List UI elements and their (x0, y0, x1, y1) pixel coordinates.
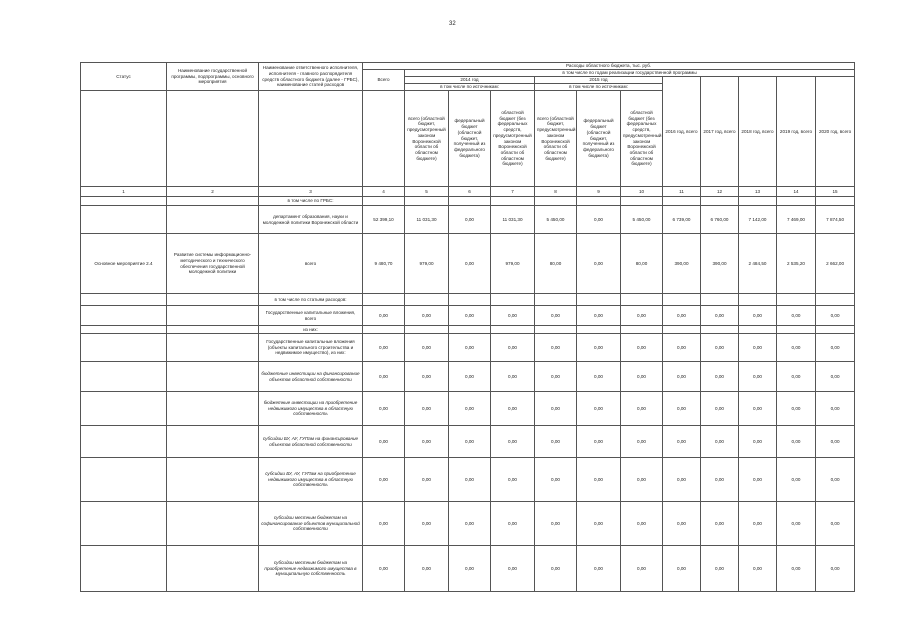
row-value: 0,00 (816, 426, 855, 458)
row-value: 9 480,70 (363, 234, 405, 294)
row-value (491, 326, 535, 334)
row-value: 390,00 (663, 234, 701, 294)
row-label: бюджетные инвестиции на приобретение недвижимого имущества в областную собственность (259, 392, 363, 426)
row-label: Государственные капитальные вложения, всего (259, 306, 363, 326)
row-value: 0,00 (491, 334, 535, 362)
column-number: 12 (701, 187, 739, 197)
header-by-years: в том числе по годам реализации государственной программы (405, 70, 855, 77)
row-value: 0,00 (577, 206, 621, 234)
row-value: 0,00 (621, 502, 663, 546)
row-status (81, 362, 167, 392)
row-value: 0,00 (405, 334, 449, 362)
row-value: 6 739,00 (663, 206, 701, 234)
row-value (816, 197, 855, 206)
row-value: 0,00 (363, 502, 405, 546)
table-row (81, 362, 855, 392)
row-value: 0,00 (491, 458, 535, 502)
row-value (491, 294, 535, 306)
row-value: 80,00 (621, 234, 663, 294)
row-value: 0,00 (777, 362, 816, 392)
row-value: 0,00 (739, 458, 777, 502)
row-value: 0,00 (816, 334, 855, 362)
row-status (81, 294, 167, 306)
row-status (81, 197, 167, 206)
row-value: 0,00 (777, 502, 816, 546)
row-value: 0,00 (816, 392, 855, 426)
row-status (81, 546, 167, 592)
row-value: 0,00 (739, 306, 777, 326)
column-number: 15 (816, 187, 855, 197)
row-value: 0,00 (777, 334, 816, 362)
row-program (167, 362, 259, 392)
row-value: 0,00 (449, 362, 491, 392)
row-value: 0,00 (621, 392, 663, 426)
header-2020: 2020 год, всего (816, 77, 855, 187)
row-value: 0,00 (491, 502, 535, 546)
row-value: 5 450,00 (535, 206, 577, 234)
header-program-name: Наименование государственной программы, подпрограммы, основного мероприятия (167, 63, 259, 91)
row-value: 979,00 (491, 234, 535, 294)
row-value: 390,00 (701, 234, 739, 294)
row-value (405, 197, 449, 206)
row-value: 0,00 (816, 502, 855, 546)
row-value: 0,00 (449, 306, 491, 326)
row-value: 0,00 (663, 392, 701, 426)
row-value: 0,00 (449, 234, 491, 294)
row-value: 0,00 (777, 546, 816, 592)
row-status (81, 326, 167, 334)
row-value (621, 294, 663, 306)
row-value: 0,00 (701, 306, 739, 326)
row-value: 0,00 (577, 234, 621, 294)
header-year-2015: 2015 год (535, 77, 663, 84)
column-number: 6 (449, 187, 491, 197)
header-sources-2014: в том числе по источникам: (405, 84, 535, 91)
row-value: 0,00 (405, 362, 449, 392)
table-row (81, 334, 855, 362)
row-value: 0,00 (449, 392, 491, 426)
row-value: 0,00 (535, 546, 577, 592)
row-value: 0,00 (449, 502, 491, 546)
header-2015-total: всего (областной бюджет, предусмотренный законом Воронежской области об областном бюджете) (535, 91, 577, 187)
row-status: Основное мероприятие 2.4 (81, 234, 167, 294)
row-value: 0,00 (363, 334, 405, 362)
row-program (167, 458, 259, 502)
budget-table (80, 62, 855, 592)
row-value (621, 326, 663, 334)
row-value: 0,00 (663, 362, 701, 392)
row-program (167, 426, 259, 458)
data-rows (81, 197, 855, 592)
row-status (81, 392, 167, 426)
row-value (577, 294, 621, 306)
row-value: 7 469,00 (777, 206, 816, 234)
row-value: 0,00 (816, 362, 855, 392)
row-value: 0,00 (621, 426, 663, 458)
column-number: 5 (405, 187, 449, 197)
row-value: 0,00 (663, 546, 701, 592)
row-value (363, 197, 405, 206)
row-value: 0,00 (739, 362, 777, 392)
row-value (405, 326, 449, 334)
header-expenses-title: Расходы областного бюджета, тыс. руб. (363, 63, 855, 70)
row-value (405, 294, 449, 306)
row-value: 0,00 (577, 306, 621, 326)
row-value (449, 294, 491, 306)
row-label: в том числе по статьям расходов: (259, 294, 363, 306)
row-value (816, 326, 855, 334)
row-status (81, 334, 167, 362)
row-value: 0,00 (577, 362, 621, 392)
row-value: 52 399,10 (363, 206, 405, 234)
row-status (81, 306, 167, 326)
row-value: 0,00 (777, 306, 816, 326)
row-value: 0,00 (491, 306, 535, 326)
row-program (167, 334, 259, 362)
column-number: 3 (259, 187, 363, 197)
row-value (777, 294, 816, 306)
row-value: 0,00 (663, 426, 701, 458)
row-value: 0,00 (535, 458, 577, 502)
row-value: 0,00 (621, 306, 663, 326)
table-row (81, 294, 855, 306)
row-value: 0,00 (449, 206, 491, 234)
row-value (535, 294, 577, 306)
header-status: Статус (81, 63, 167, 91)
header-2015-regional: областной бюджет (без федеральных средств, предусмотренный законом Воронежской области об областном бюджете) (621, 91, 663, 187)
row-value (777, 326, 816, 334)
row-value: 0,00 (739, 502, 777, 546)
table-row (81, 326, 855, 334)
row-value: 0,00 (491, 362, 535, 392)
row-value: 0,00 (535, 392, 577, 426)
row-value: 0,00 (816, 458, 855, 502)
row-value: 0,00 (739, 334, 777, 362)
header-2014-total: всего (областной бюджет, предусмотренный законом Воронежской области об областном бюджете) (405, 91, 449, 187)
column-number: 4 (363, 187, 405, 197)
row-value (577, 197, 621, 206)
row-label: субсидии местным бюджетам на софинансирование объектов муниципальной собственности (259, 502, 363, 546)
row-value (363, 294, 405, 306)
row-status (81, 206, 167, 234)
row-value (816, 294, 855, 306)
row-value: 0,00 (405, 426, 449, 458)
row-value: 7 142,00 (739, 206, 777, 234)
row-value: 0,00 (363, 426, 405, 458)
row-status (81, 426, 167, 458)
row-value: 0,00 (363, 392, 405, 426)
row-program (167, 306, 259, 326)
row-label: всего (259, 234, 363, 294)
row-value (621, 197, 663, 206)
row-value: 11 031,30 (491, 206, 535, 234)
column-number: 2 (167, 187, 259, 197)
row-value (449, 326, 491, 334)
row-value: 0,00 (577, 546, 621, 592)
row-value: 0,00 (535, 426, 577, 458)
row-value: 0,00 (405, 306, 449, 326)
row-value: 0,00 (621, 362, 663, 392)
table-row (81, 502, 855, 546)
row-label: в том числе по ГРБС: (259, 197, 363, 206)
row-value: 0,00 (363, 458, 405, 502)
row-value: 0,00 (405, 458, 449, 502)
column-number: 11 (663, 187, 701, 197)
row-program (167, 197, 259, 206)
row-program (167, 294, 259, 306)
header-total: Всего (363, 70, 405, 91)
row-label: субсидии местным бюджетам на приобретение недвижимого имущества в муниципальную собственность (259, 546, 363, 592)
header-2014-regional: областной бюджет (без федеральных средств, предусмотренный законом Воронежской области об областном бюджете) (491, 91, 535, 187)
row-value: 0,00 (739, 392, 777, 426)
row-value: 0,00 (535, 502, 577, 546)
row-value (577, 326, 621, 334)
row-value (663, 294, 701, 306)
row-label: субсидии БУ, АУ, ГУПам на приобретение недвижимого имущества в областную собственность (259, 458, 363, 502)
row-value (739, 197, 777, 206)
row-value: 0,00 (491, 392, 535, 426)
table-row (81, 234, 855, 294)
table-row (81, 197, 855, 206)
row-value: 0,00 (663, 458, 701, 502)
row-value: 11 031,30 (405, 206, 449, 234)
row-value: 0,00 (449, 546, 491, 592)
column-number: 1 (81, 187, 167, 197)
row-value: 0,00 (491, 426, 535, 458)
row-value: 80,00 (535, 234, 577, 294)
row-value: 0,00 (663, 502, 701, 546)
row-program (167, 392, 259, 426)
row-value: 0,00 (621, 546, 663, 592)
row-value: 2 484,50 (739, 234, 777, 294)
row-value: 979,00 (405, 234, 449, 294)
row-value (535, 326, 577, 334)
row-program (167, 326, 259, 334)
header-responsible: Наименование ответственного исполнителя, исполнителя - главного распорядителя средств областного бюджета (далее - ГРБС), наименование статей расходов (259, 63, 363, 91)
table-row (81, 306, 855, 326)
row-value: 0,00 (701, 334, 739, 362)
header-year-2014: 2014 год (405, 77, 535, 84)
row-label: департамент образования, науки и молодежной политики Воронежской области (259, 206, 363, 234)
row-value: 0,00 (449, 426, 491, 458)
row-label: субсидии БУ, АУ, ГУПам на финансирование объектов областной собственности (259, 426, 363, 458)
row-value: 0,00 (777, 426, 816, 458)
page-number: 32 (449, 21, 456, 27)
header-2017: 2017 год, всего (701, 77, 739, 187)
row-value: 2 535,20 (777, 234, 816, 294)
column-number: 14 (777, 187, 816, 197)
row-program (167, 206, 259, 234)
header-2016: 2016 год, всего (663, 77, 701, 187)
row-value: 0,00 (535, 334, 577, 362)
row-value: 0,00 (701, 458, 739, 502)
table-row (81, 426, 855, 458)
row-value: 0,00 (777, 392, 816, 426)
row-value: 0,00 (577, 334, 621, 362)
row-value (363, 326, 405, 334)
row-value: 0,00 (363, 362, 405, 392)
row-value: 0,00 (577, 392, 621, 426)
column-number: 9 (577, 187, 621, 197)
row-value: 0,00 (739, 426, 777, 458)
row-value: 0,00 (701, 392, 739, 426)
row-value: 0,00 (621, 334, 663, 362)
row-value: 0,00 (449, 458, 491, 502)
row-value (739, 326, 777, 334)
row-value: 0,00 (777, 458, 816, 502)
row-value: 0,00 (816, 546, 855, 592)
header-2014-federal: федеральный бюджет (областной бюджет, полученный из федерального бюджета) (449, 91, 491, 187)
row-label: Государственные капитальные вложения (объекты капитального строительства и недвижимое имущество), из них: (259, 334, 363, 362)
row-status (81, 502, 167, 546)
column-number: 13 (739, 187, 777, 197)
row-value (701, 326, 739, 334)
row-value: 0,00 (663, 306, 701, 326)
table-row (81, 392, 855, 426)
row-program (167, 546, 259, 592)
row-value (535, 197, 577, 206)
row-value: 0,00 (739, 546, 777, 592)
row-value: 0,00 (577, 502, 621, 546)
row-program (167, 502, 259, 546)
row-value: 0,00 (405, 392, 449, 426)
header-sources-2015: в том числе по источникам: (535, 84, 663, 91)
row-value (491, 197, 535, 206)
row-value: 2 662,00 (816, 234, 855, 294)
table-row (81, 546, 855, 592)
column-number: 8 (535, 187, 577, 197)
row-value: 0,00 (577, 426, 621, 458)
row-value: 0,00 (701, 502, 739, 546)
row-value: 0,00 (363, 546, 405, 592)
row-value: 0,00 (535, 306, 577, 326)
table-row (81, 458, 855, 502)
row-value: 0,00 (816, 306, 855, 326)
row-value: 0,00 (535, 362, 577, 392)
row-value: 6 760,00 (701, 206, 739, 234)
row-value (739, 294, 777, 306)
row-label: бюджетные инвестиции на финансирование объектов областной собственности (259, 362, 363, 392)
column-number: 10 (621, 187, 663, 197)
row-value: 0,00 (701, 362, 739, 392)
row-value: 0,00 (405, 502, 449, 546)
column-numbers-row (81, 187, 855, 197)
table-row (81, 206, 855, 234)
row-value: 0,00 (701, 546, 739, 592)
row-status (81, 458, 167, 502)
row-value (701, 294, 739, 306)
row-value (663, 197, 701, 206)
header-2019: 2019 год, всего (777, 77, 816, 187)
row-value: 0,00 (663, 334, 701, 362)
row-value (663, 326, 701, 334)
row-value (701, 197, 739, 206)
row-value: 0,00 (621, 458, 663, 502)
row-program: Развитие системы информационно-методического и технического обеспечения государственной молодежной политики (167, 234, 259, 294)
row-value (777, 197, 816, 206)
header-2015-federal: федеральный бюджет (областной бюджет, полученный из федерального бюджета) (577, 91, 621, 187)
row-value: 0,00 (577, 458, 621, 502)
row-value: 0,00 (701, 426, 739, 458)
column-number: 7 (491, 187, 535, 197)
row-label: из них: (259, 326, 363, 334)
row-value: 0,00 (491, 546, 535, 592)
header-2018: 2018 год, всего (739, 77, 777, 187)
row-value: 0,00 (405, 546, 449, 592)
row-value: 0,00 (363, 306, 405, 326)
row-value (449, 197, 491, 206)
row-value: 5 450,00 (621, 206, 663, 234)
row-value: 7 874,50 (816, 206, 855, 234)
row-value: 0,00 (449, 334, 491, 362)
